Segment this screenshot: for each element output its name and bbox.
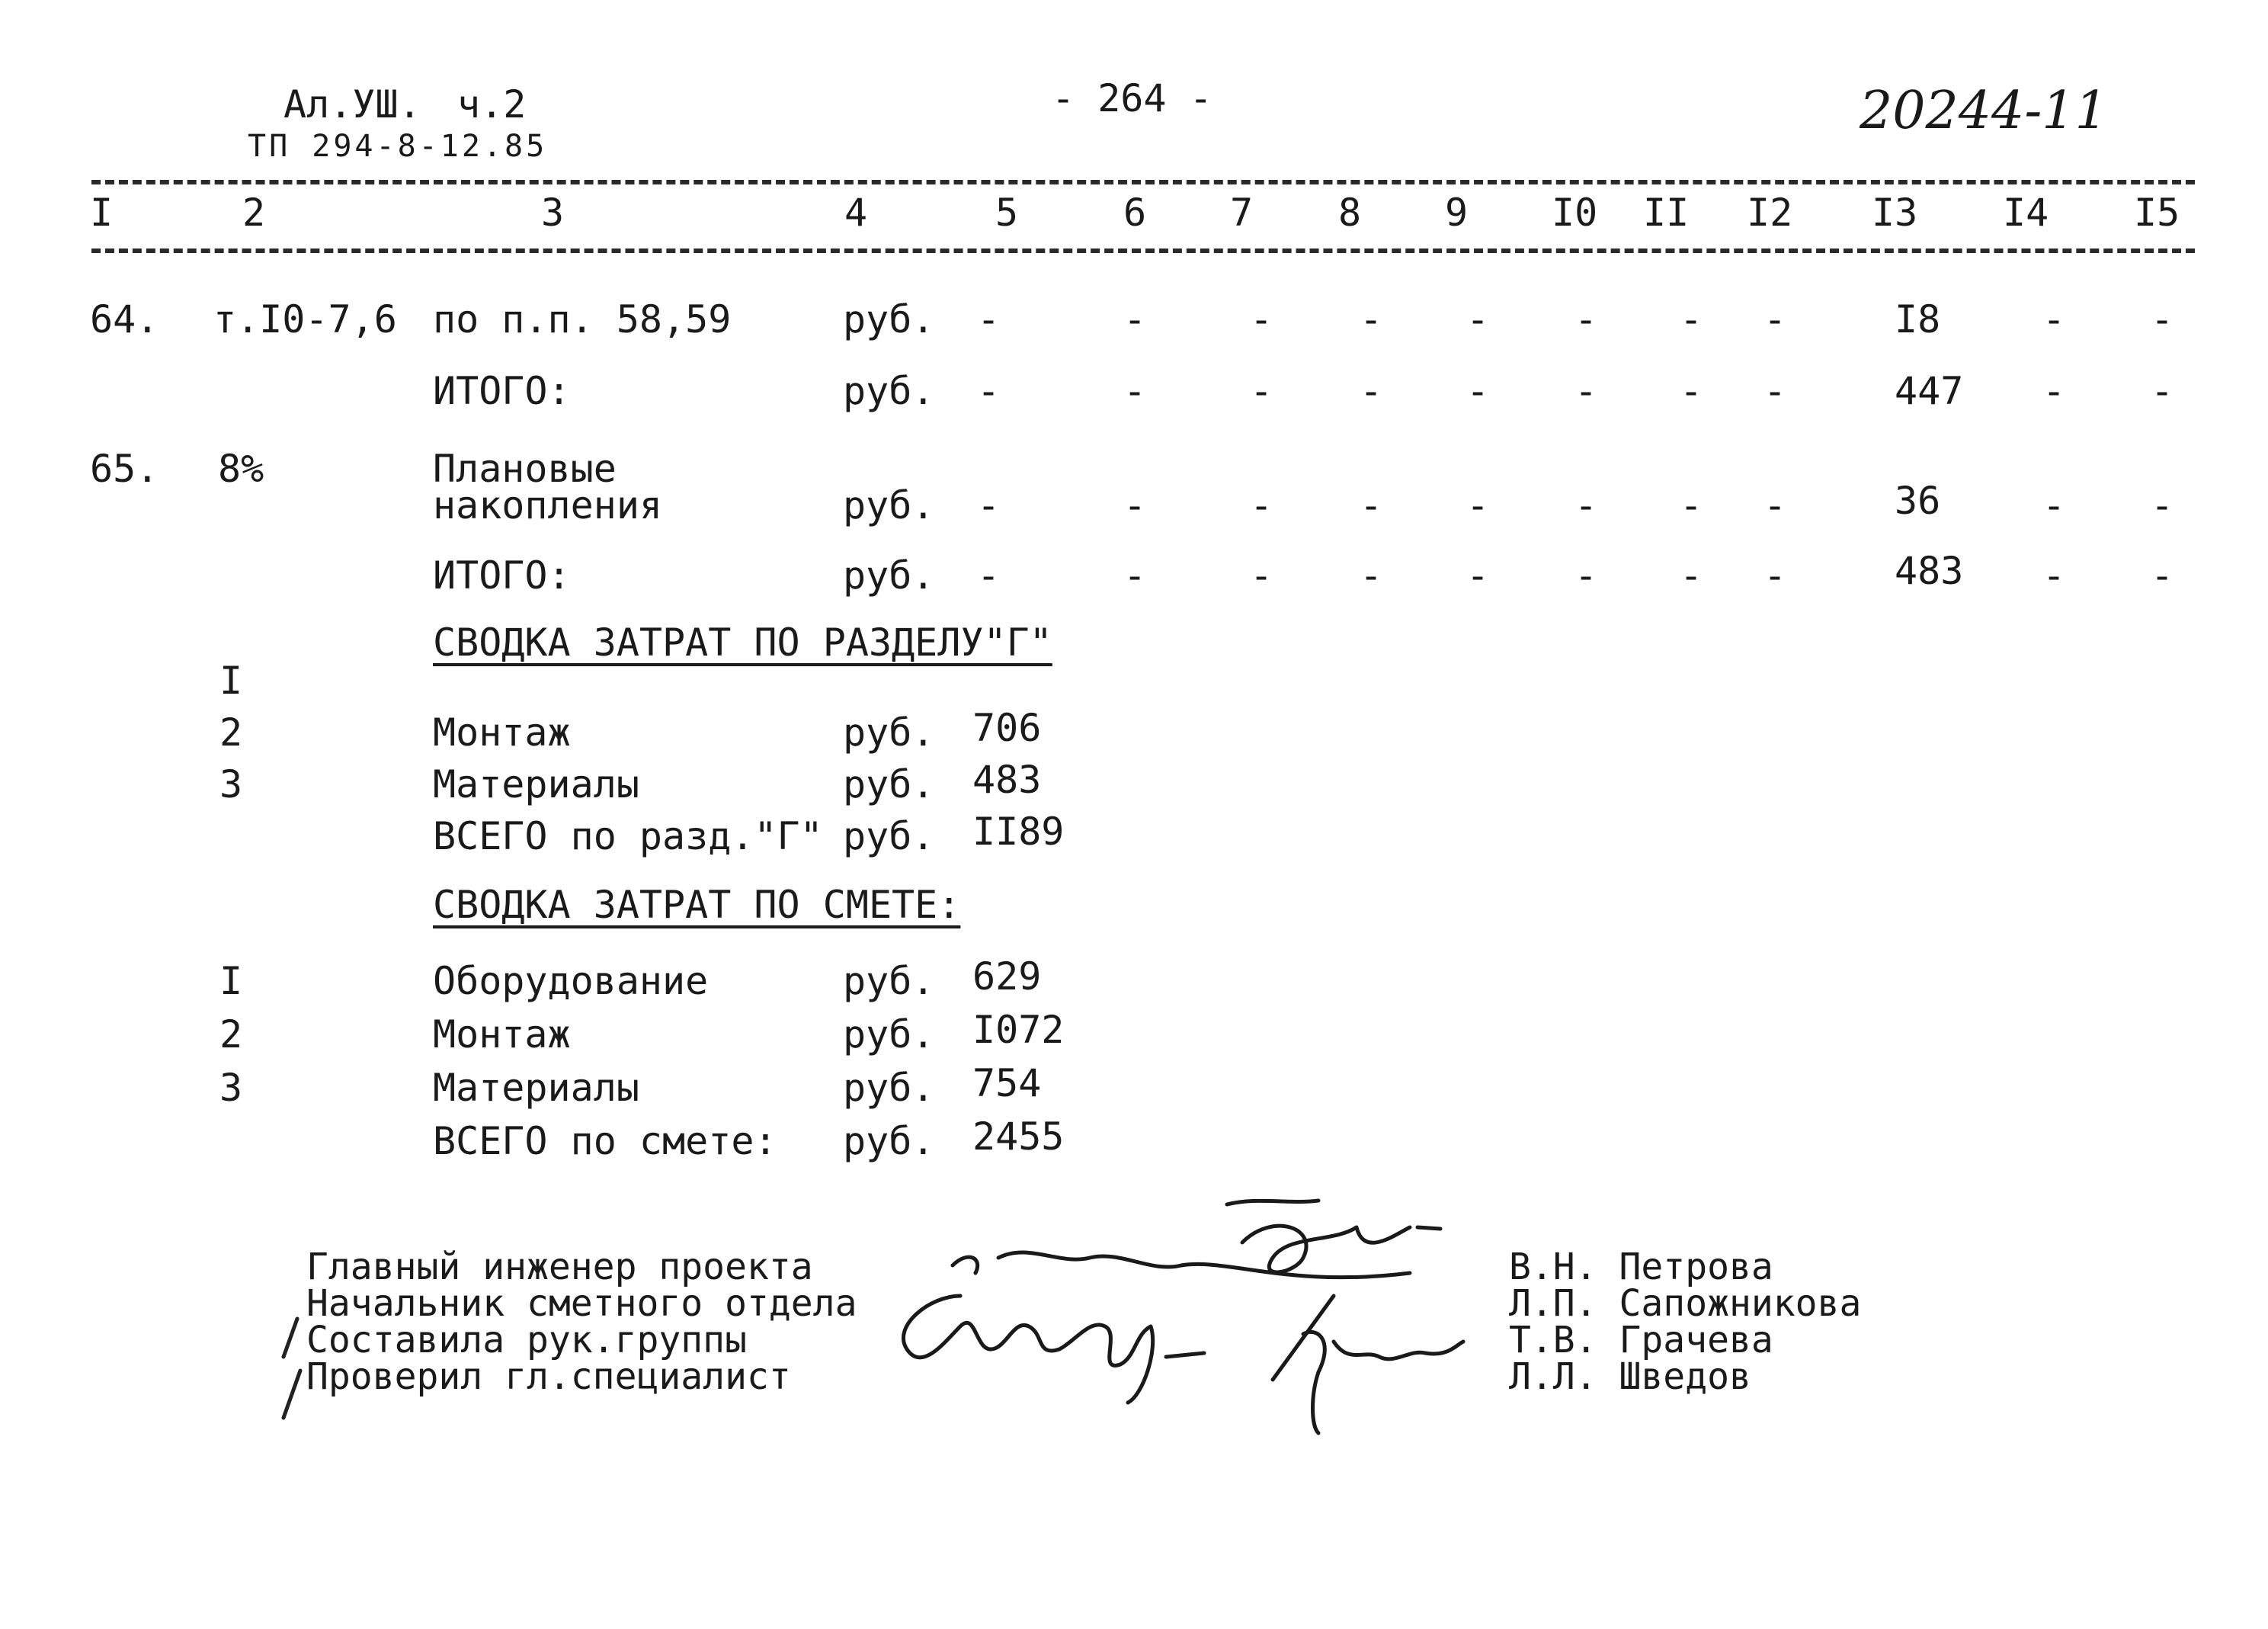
column-header: I0	[1552, 191, 1598, 235]
row-dash: -	[2151, 369, 2174, 413]
column-header: 9	[1445, 191, 1469, 235]
signature-role: Проверил гл.специалист	[306, 1355, 791, 1398]
row-dash: -	[1574, 297, 1598, 342]
summary-item-name: Монтаж	[433, 710, 571, 755]
summary-item-unit: руб.	[843, 762, 935, 806]
handwritten-doc-code: 20244-11	[1860, 81, 2108, 141]
column-header: 2	[242, 191, 266, 235]
row-col13-value: I8	[1895, 297, 1941, 342]
summary-item-number: 2	[219, 710, 243, 755]
row-dash: -	[1680, 369, 1703, 413]
column-header: I	[90, 191, 114, 235]
estimate-item-number: I	[219, 959, 243, 1003]
column-header: I5	[2134, 191, 2180, 235]
row-dash: -	[2151, 483, 2174, 528]
signatory-name: Л.П. Сапожникова	[1509, 1282, 1862, 1325]
row-dash: -	[1123, 369, 1147, 413]
row-dash: -	[2151, 553, 2174, 598]
row-dash: -	[2042, 483, 2066, 528]
row-dash: -	[977, 369, 1001, 413]
summary-item-name: Материалы	[433, 762, 639, 806]
summary-item-number: 3	[219, 762, 243, 806]
row-dash: -	[1763, 297, 1787, 342]
row-dash: -	[1123, 483, 1147, 528]
column-header: 4	[844, 191, 868, 235]
row-dash: -	[1123, 297, 1147, 342]
row-reference: 8%	[218, 447, 264, 491]
row-unit: руб.	[843, 369, 935, 413]
row-name: ИТОГО:	[433, 553, 571, 598]
section-summary-title: СВОДКА ЗАТРАТ ПО РАЗДЕЛУ"Г"	[433, 620, 1052, 665]
row-dash: -	[1574, 369, 1598, 413]
estimate-total-name: ВСЕГО по смете:	[433, 1119, 777, 1163]
row-number: 65.	[90, 447, 159, 491]
row-dash: -	[1763, 553, 1787, 598]
row-dash: -	[1466, 369, 1490, 413]
header-top-rule	[91, 180, 2195, 184]
signatory-name: В.Н. Петрова	[1509, 1246, 1773, 1288]
column-header: I4	[2003, 191, 2049, 235]
row-dash: -	[2042, 553, 2066, 598]
column-header: I3	[1872, 191, 1918, 235]
header-bottom-rule	[91, 249, 2195, 253]
summary-total-name: ВСЕГО по разд."Г"	[433, 814, 823, 858]
estimate-summary-title: СВОДКА ЗАТРАТ ПО СМЕТЕ:	[433, 883, 961, 927]
row-dash: -	[1466, 297, 1490, 342]
column-header: 3	[541, 191, 565, 235]
row-dash: -	[1250, 297, 1273, 342]
estimate-item-value: I072	[972, 1008, 1065, 1052]
row-dash: -	[1574, 483, 1598, 528]
row-name: по п.п. 58,59	[433, 297, 732, 342]
handwritten-marks	[267, 1311, 312, 1425]
column-header: 7	[1230, 191, 1254, 235]
row-dash: -	[1680, 483, 1703, 528]
row-dash: -	[977, 297, 1001, 342]
row-dash: -	[2151, 297, 2174, 342]
row-dash: -	[1574, 553, 1598, 598]
estimate-item-name: Монтаж	[433, 1012, 571, 1057]
row-name: ИТОГО:	[433, 369, 571, 413]
estimate-item-number: 3	[219, 1066, 243, 1110]
signature-role: Составила рук.группы	[306, 1319, 747, 1361]
estimate-item-unit: руб.	[843, 959, 935, 1003]
summary-total-value: II89	[972, 810, 1065, 854]
column-header: I2	[1747, 191, 1793, 235]
row-dash: -	[1250, 483, 1273, 528]
summary-total-unit: руб.	[843, 814, 935, 858]
page-number: - 264 -	[1052, 76, 1212, 120]
column-header: 8	[1338, 191, 1362, 235]
estimate-total-value: 2455	[972, 1114, 1065, 1159]
row-dash: -	[1680, 553, 1703, 598]
summary-item-unit: руб.	[843, 710, 935, 755]
estimate-item-unit: руб.	[843, 1012, 935, 1057]
row-dash: -	[1466, 483, 1490, 528]
row-dash: -	[1466, 553, 1490, 598]
row-dash: -	[1360, 369, 1383, 413]
estimate-item-value: 629	[972, 954, 1042, 999]
row-number: 64.	[90, 297, 159, 342]
column-header: 5	[995, 191, 1019, 235]
row-unit: руб.	[843, 297, 935, 342]
row-unit: руб.	[843, 553, 935, 598]
row-dash: -	[1250, 369, 1273, 413]
row-dash: -	[1763, 369, 1787, 413]
estimate-total-unit: руб.	[843, 1119, 935, 1163]
estimate-item-name: Материалы	[433, 1066, 639, 1110]
part-label: ч.2	[457, 82, 527, 127]
row-dash: -	[1360, 553, 1383, 598]
estimate-item-name: Оборудование	[433, 959, 709, 1003]
row-dash: -	[1360, 483, 1383, 528]
row-dash: -	[977, 553, 1001, 598]
row-col13-value: 36	[1895, 479, 1941, 523]
row-name-line2: накопления	[433, 483, 663, 528]
estimate-item-value: 754	[972, 1061, 1042, 1105]
row-dash: -	[1763, 483, 1787, 528]
handwritten-signatures	[861, 1197, 1471, 1448]
signature-role: Начальник сметного отдела	[306, 1282, 857, 1325]
project-code: ТП 294-8-12.85	[248, 129, 548, 164]
summary-item-number: I	[219, 659, 243, 703]
row-col13-value: 483	[1895, 549, 1964, 593]
row-col13-value: 447	[1895, 369, 1964, 413]
signatory-name: Л.Л. Шведов	[1509, 1355, 1751, 1398]
row-dash: -	[2042, 369, 2066, 413]
row-name-line1: Плановые	[433, 447, 617, 491]
summary-item-value: 483	[972, 758, 1042, 802]
row-dash: -	[2042, 297, 2066, 342]
row-dash: -	[1360, 297, 1383, 342]
row-dash: -	[1250, 553, 1273, 598]
row-dash: -	[1680, 297, 1703, 342]
estimate-item-unit: руб.	[843, 1066, 935, 1110]
column-header: II	[1643, 191, 1690, 235]
signature-role: Главный инженер проекта	[306, 1246, 813, 1288]
row-unit: руб.	[843, 483, 935, 528]
album-label: Ал.УШ.	[284, 82, 421, 127]
summary-item-value: 706	[972, 706, 1042, 750]
row-dash: -	[977, 483, 1001, 528]
column-header: 6	[1123, 191, 1147, 235]
estimate-item-number: 2	[219, 1012, 243, 1057]
signatory-name: Т.В. Грачева	[1509, 1319, 1773, 1361]
row-reference: т.I0-7,6	[213, 297, 397, 342]
row-dash: -	[1123, 553, 1147, 598]
